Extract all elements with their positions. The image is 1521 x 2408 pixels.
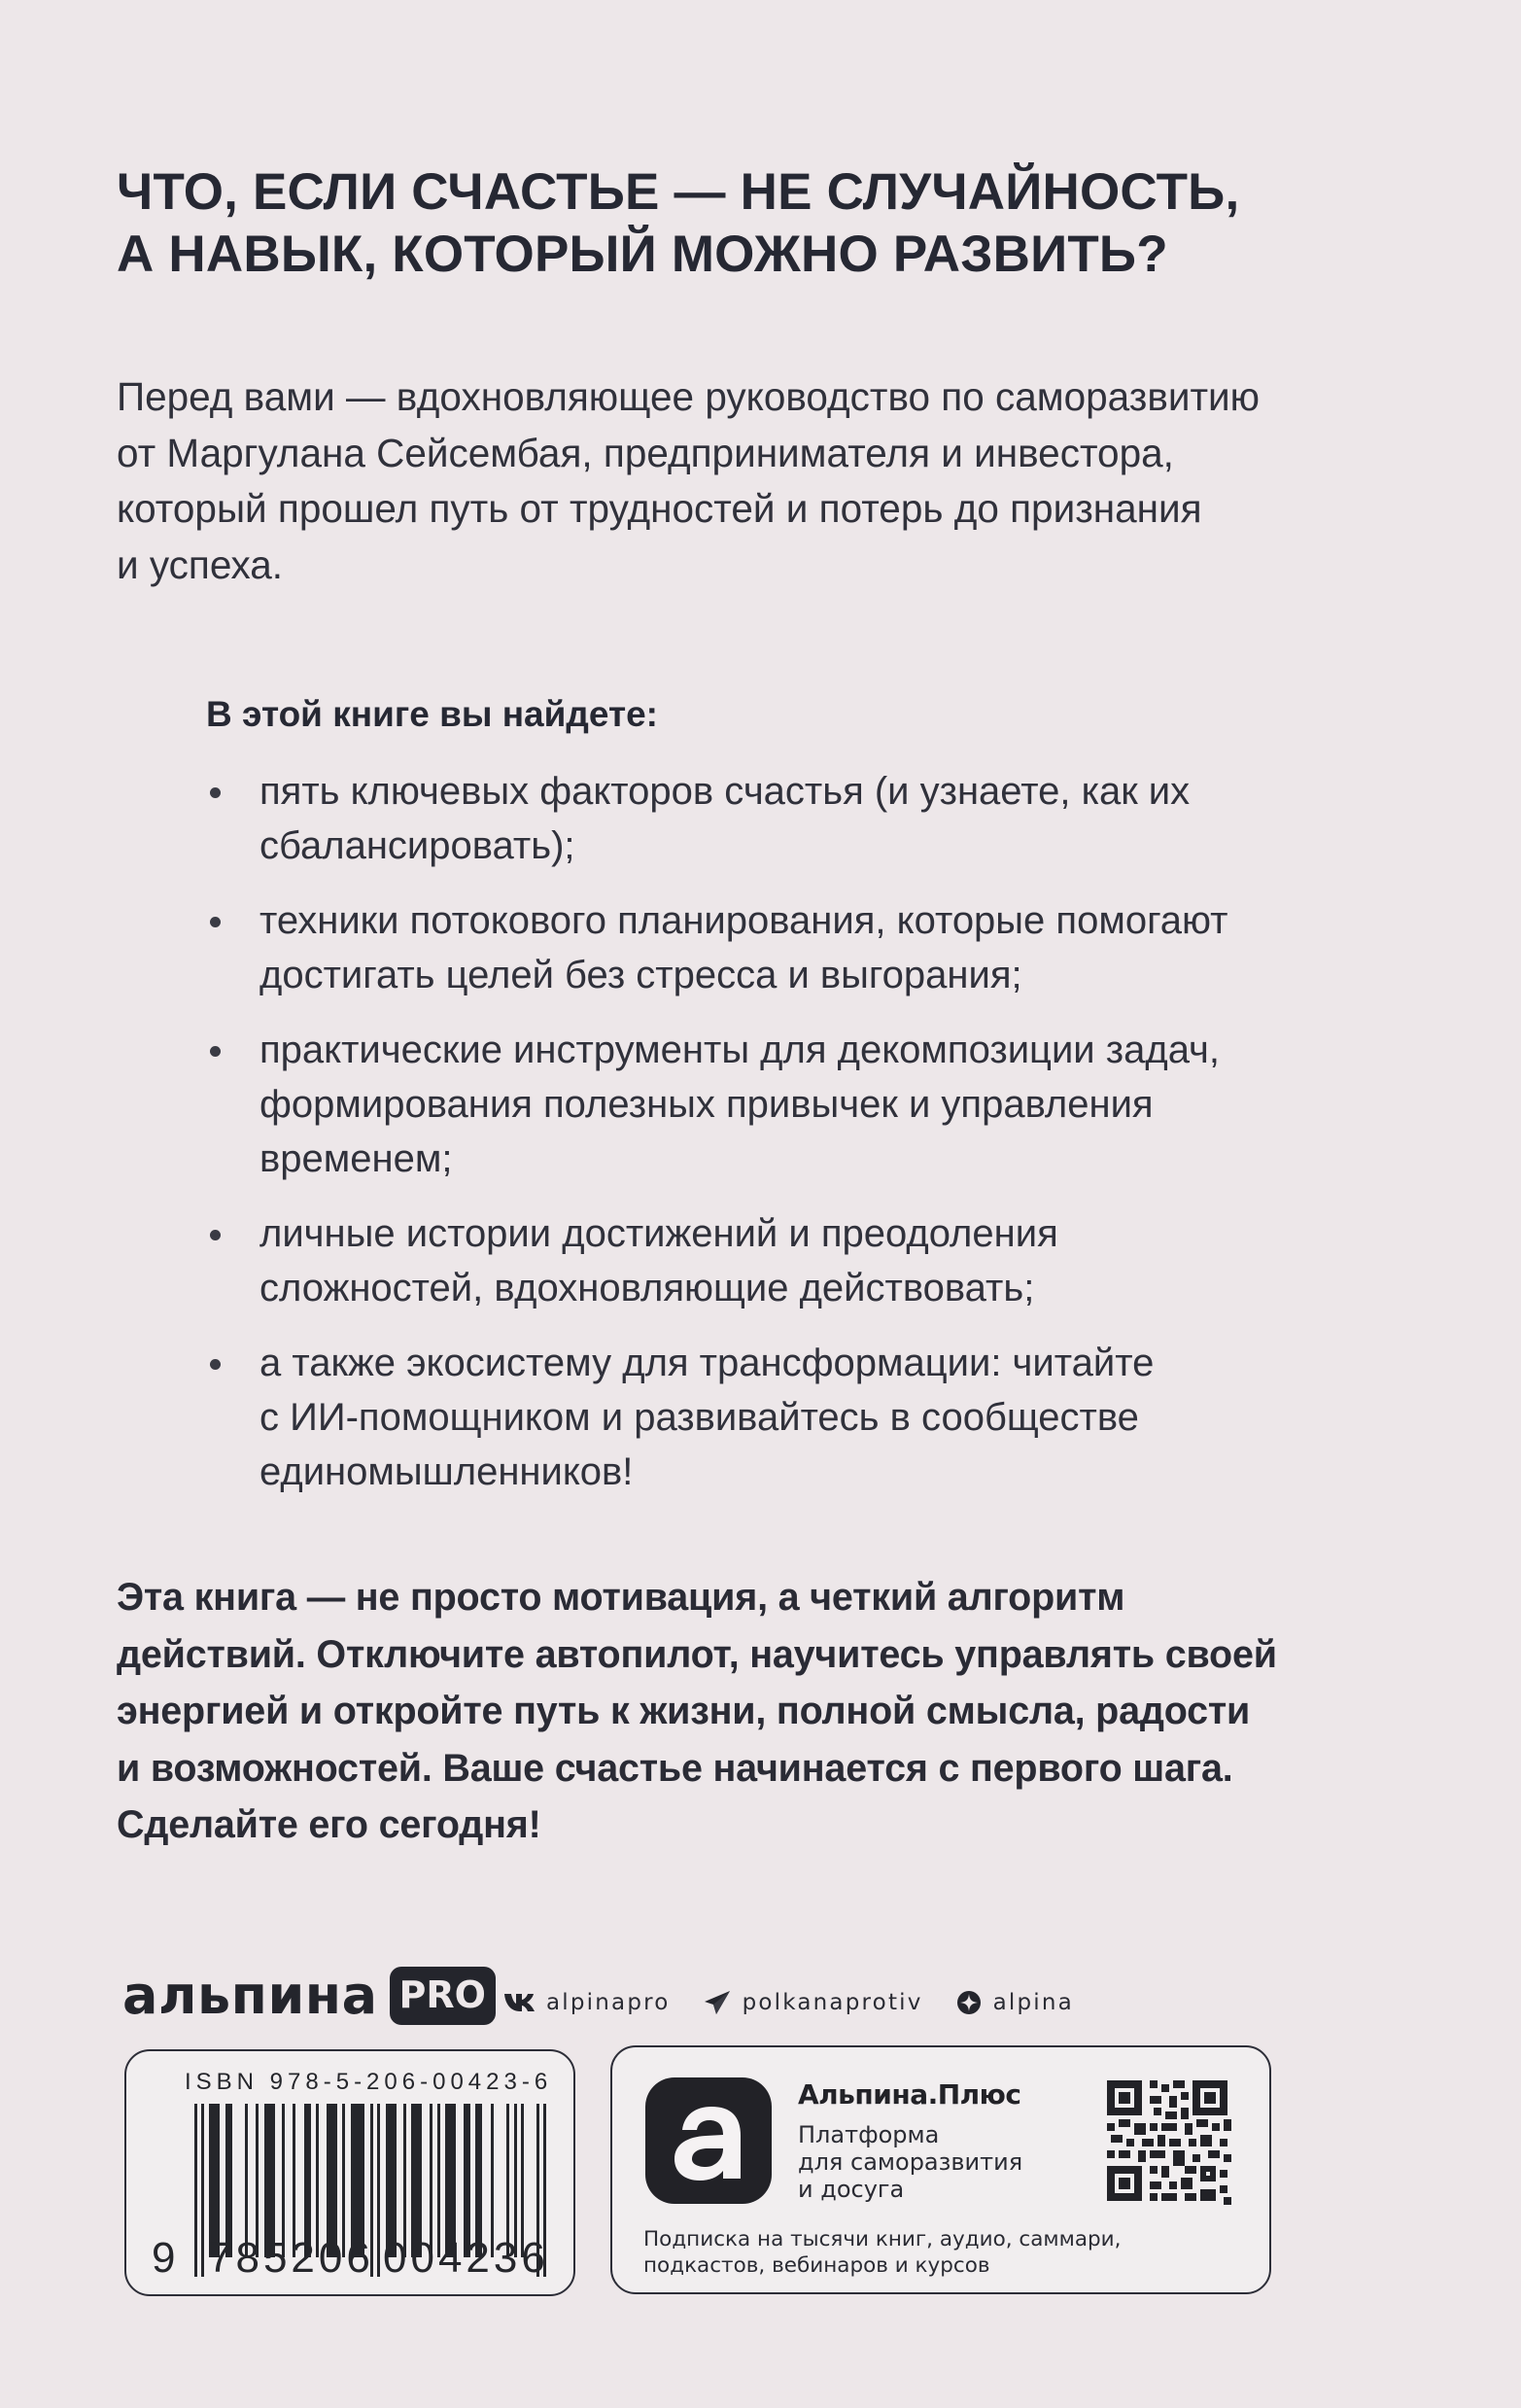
alpina-plus-app-icon xyxy=(645,2077,772,2204)
feature-item xyxy=(206,1336,1421,1499)
ean-left-digits: 785206 xyxy=(208,2234,374,2282)
publisher-name: альпина xyxy=(122,1965,378,2026)
intro-line: Перед вами — вдохновляющее руководство по саморазвитию xyxy=(117,374,1261,419)
feature-line: с ИИ-помощником и развивайтесь в сообществе xyxy=(259,1396,1139,1439)
publisher-badge: PRO xyxy=(390,1967,496,2025)
bullet-icon xyxy=(210,1359,221,1370)
closing-line: энергией и откройте путь к жизни, полной смысла, радости xyxy=(117,1690,1251,1732)
vk-icon xyxy=(503,1993,535,2012)
closing-line: Сделайте его сегодня! xyxy=(117,1803,541,1846)
headline-line: ЧТО, ЕСЛИ СЧАСТЬЕ — НЕ СЛУЧАЙНОСТЬ, xyxy=(117,163,1240,221)
feature-item xyxy=(206,1023,1421,1186)
alpina-plus-promo[interactable] xyxy=(610,2045,1271,2294)
feature-item xyxy=(206,764,1421,873)
alpina-plus-description xyxy=(798,2121,1022,2203)
social-link-telegram[interactable] xyxy=(704,1990,923,2015)
isbn-label: ISBN 978-5-206-00423-6 xyxy=(185,2069,553,2095)
footer-line: подкастов, вебинаров и курсов xyxy=(643,2253,990,2278)
ean-first-digit: 9 xyxy=(152,2234,180,2282)
closing-paragraph xyxy=(117,1569,1477,1854)
features-section xyxy=(206,690,1421,1519)
social-label: alpinapro xyxy=(546,1990,671,2015)
feature-line: сложностей, вдохновляющие действовать; xyxy=(259,1267,1035,1309)
social-link-dzen[interactable] xyxy=(956,1990,1074,2015)
intro-line: от Маргулана Сейсембая, предпринимателя и инвестора, xyxy=(117,430,1174,475)
feature-line: техники потокового планирования, которые помогают xyxy=(259,899,1228,942)
footer-line: Подписка на тысячи книг, аудио, саммари, xyxy=(643,2227,1122,2251)
feature-line: достигать целей без стресса и выгорания; xyxy=(259,954,1022,996)
ean-right-digits: 004236 xyxy=(383,2234,549,2282)
qr-code-icon[interactable] xyxy=(1103,2076,1231,2205)
telegram-icon xyxy=(704,1990,731,2015)
headline-line: А НАВЫК, КОТОРЫЙ МОЖНО РАЗВИТЬ? xyxy=(117,226,1168,283)
headline xyxy=(117,161,1438,286)
social-label: alpina xyxy=(992,1990,1074,2015)
intro-paragraph xyxy=(117,369,1458,593)
feature-item xyxy=(206,893,1421,1002)
bullet-icon xyxy=(210,917,221,927)
social-link-vk[interactable] xyxy=(503,1990,671,2015)
feature-line: практические инструменты для декомпозиции задач, xyxy=(259,1029,1221,1071)
features-title: В этой книге вы найдете: xyxy=(206,694,658,734)
feature-line: а также экосистему для трансформации: читайте xyxy=(259,1342,1155,1384)
closing-line: Эта книга — не просто мотивация, а четкий алгоритм xyxy=(117,1576,1125,1619)
bullet-icon xyxy=(210,787,221,798)
bullet-icon xyxy=(210,1046,221,1057)
feature-line: пять ключевых факторов счастья (и узнаете, как их xyxy=(259,770,1191,813)
description-line: и досуга xyxy=(798,2176,905,2203)
closing-line: действий. Отключите автопилот, научитесь управлять своей xyxy=(117,1632,1277,1676)
alpina-plus-footer xyxy=(643,2226,1121,2279)
feature-item xyxy=(206,1206,1421,1315)
bullet-icon xyxy=(210,1230,221,1240)
intro-line: и успеха. xyxy=(117,541,284,587)
feature-line: единомышленников! xyxy=(259,1450,634,1493)
description-line: Платформа xyxy=(798,2121,940,2148)
social-label: polkanaprotiv xyxy=(742,1990,923,2015)
social-links xyxy=(503,1983,1107,2022)
alpina-plus-title: Альпина.Плюс xyxy=(798,2078,1021,2111)
feature-line: личные истории достижений и преодоления xyxy=(259,1212,1058,1255)
description-line: для саморазвития xyxy=(798,2148,1023,2176)
isbn-barcode-box xyxy=(124,2049,575,2296)
publisher-logo xyxy=(122,1962,496,2030)
feature-line: сбалансировать); xyxy=(259,824,575,867)
intro-line: который прошел путь от трудностей и потерь до признания xyxy=(117,486,1202,531)
feature-line: временем; xyxy=(259,1137,453,1180)
dzen-icon xyxy=(956,1990,982,2015)
closing-line: и возможностей. Ваше счастье начинается с первого шага. xyxy=(117,1746,1233,1790)
letter-a-icon xyxy=(645,2077,772,2204)
feature-line: формирования полезных привычек и управления xyxy=(259,1083,1154,1126)
